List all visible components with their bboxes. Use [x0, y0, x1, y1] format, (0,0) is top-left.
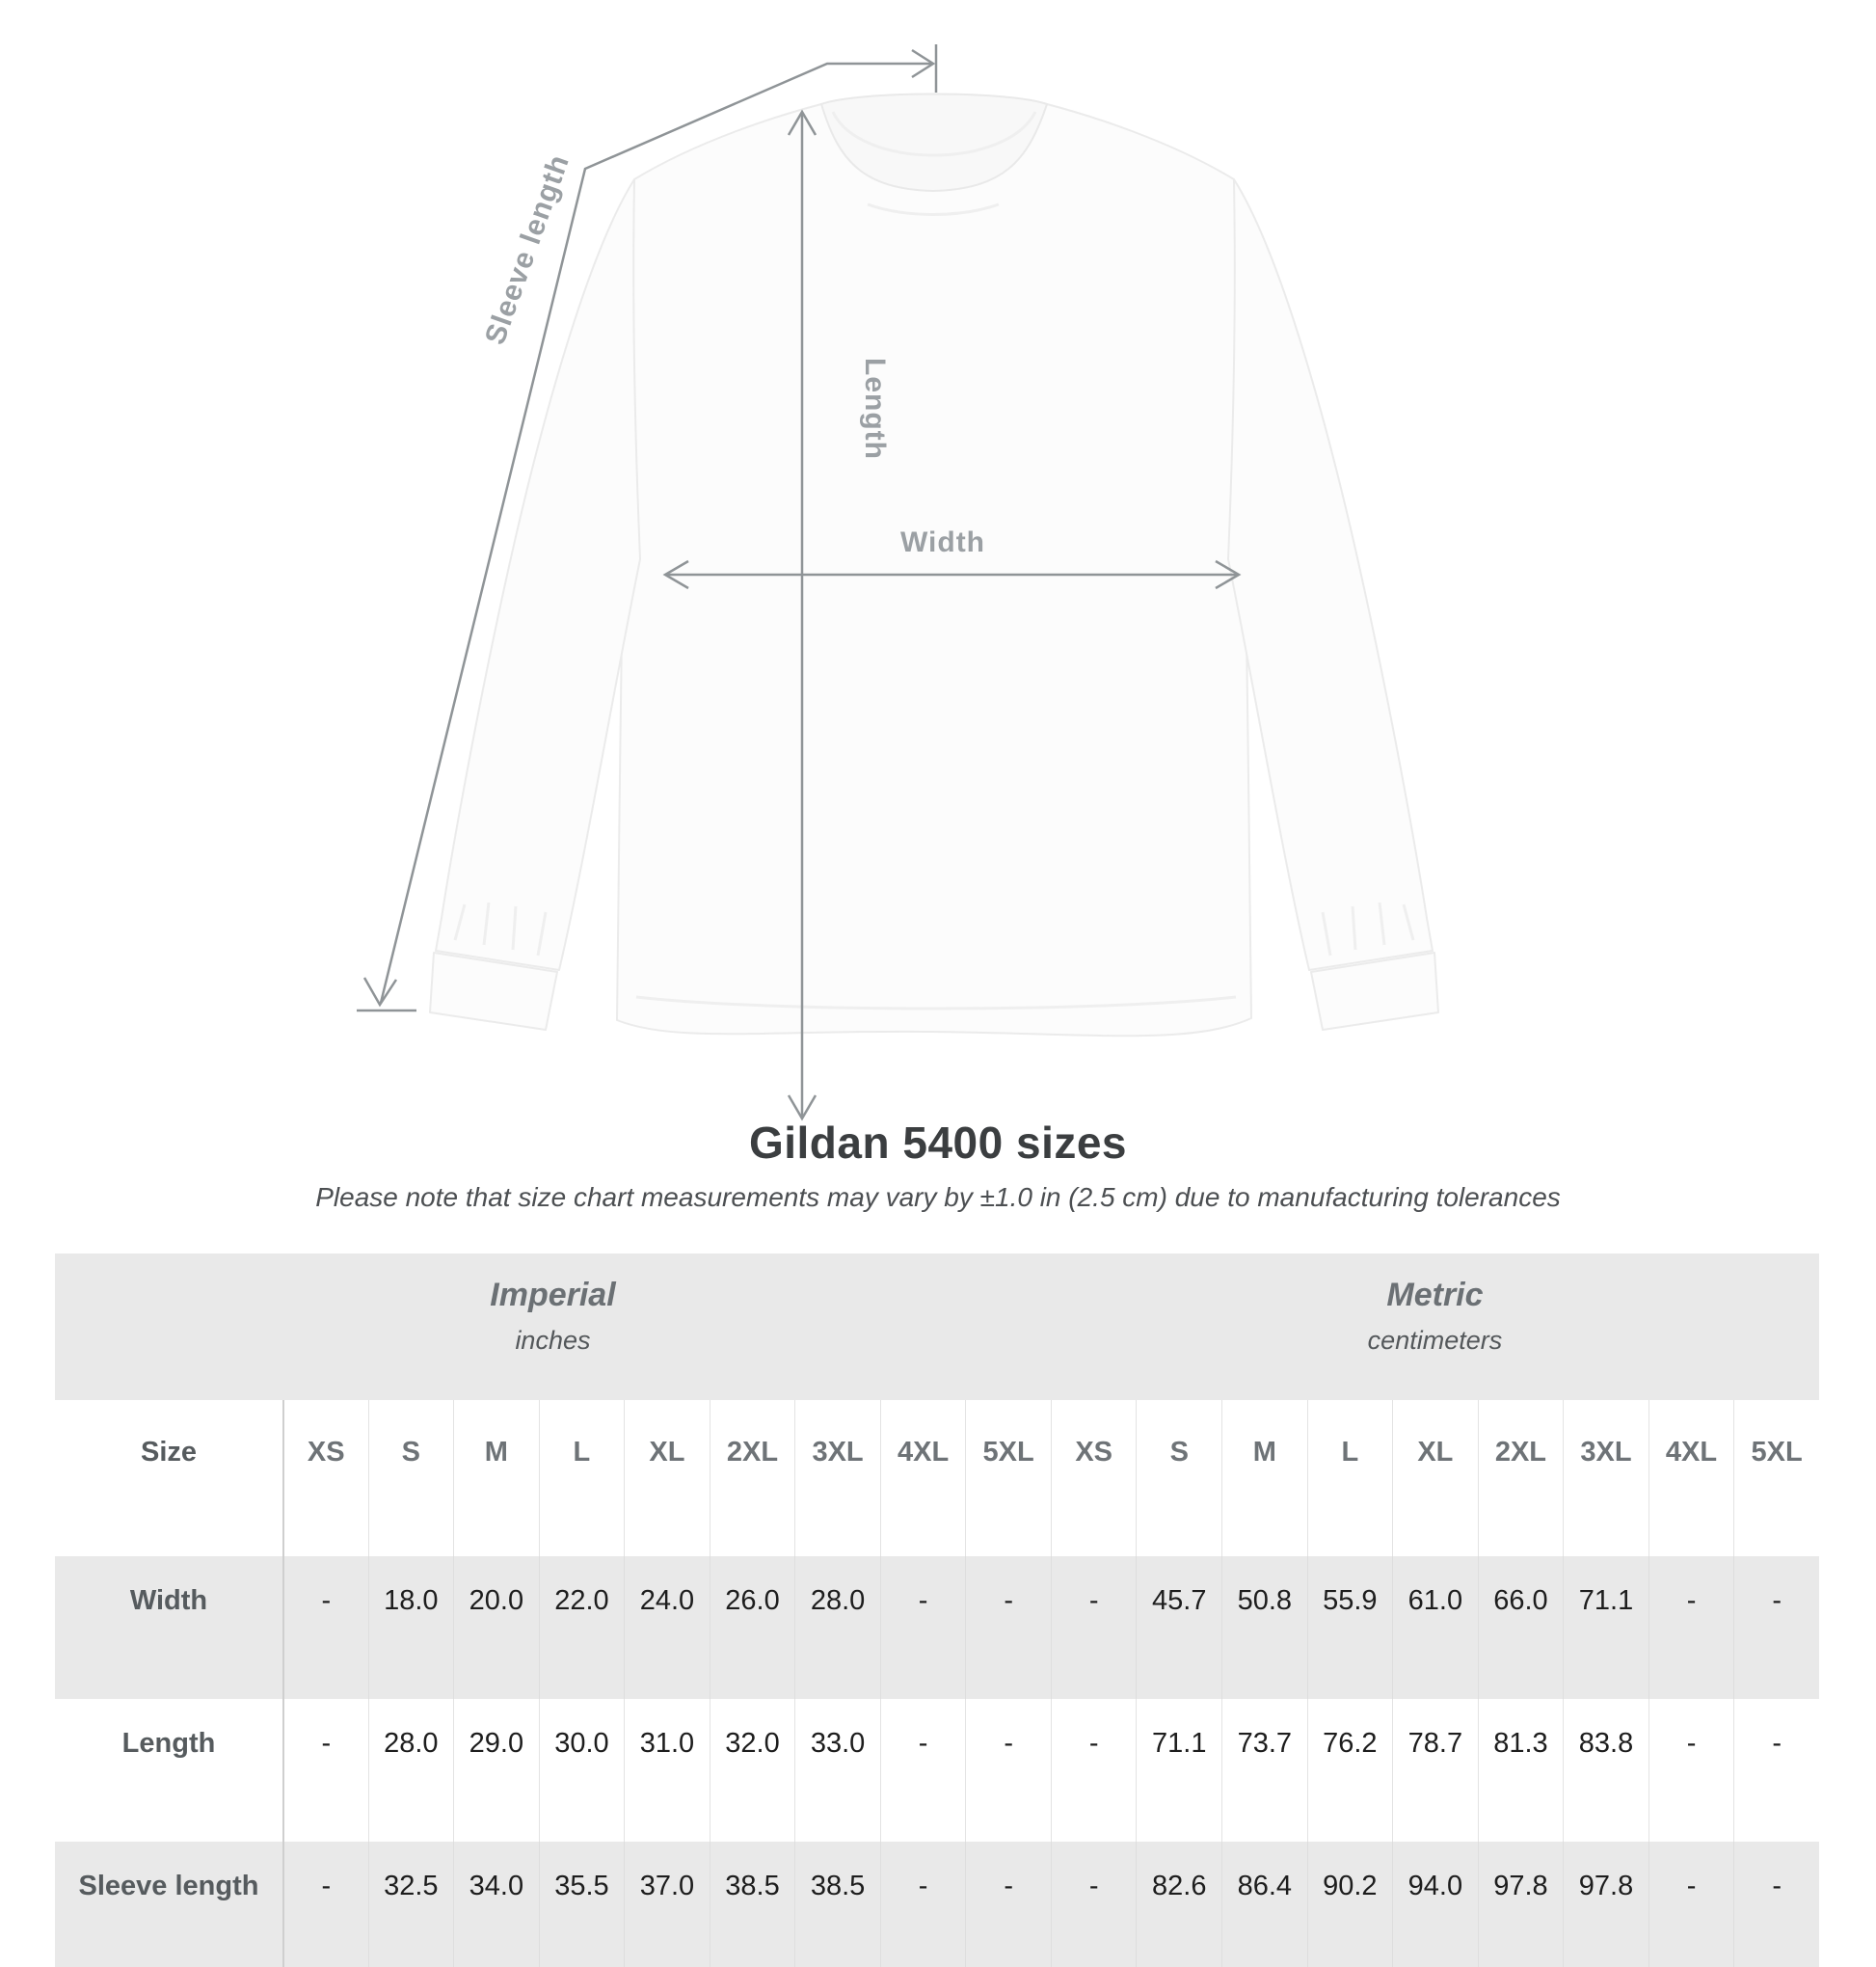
size-column-header: XL [1392, 1400, 1478, 1556]
measurement-value: - [965, 1842, 1051, 1967]
measurement-value: 66.0 [1478, 1556, 1564, 1699]
measurement-value: - [965, 1556, 1051, 1699]
measurement-value: 24.0 [624, 1556, 710, 1699]
measurement-value: 38.5 [794, 1842, 880, 1967]
size-column-header: 4XL [880, 1400, 966, 1556]
size-column-header: 2XL [710, 1400, 795, 1556]
imperial-section-header [55, 1253, 1051, 1400]
measurement-value: - [880, 1699, 966, 1842]
size-column-header: S [368, 1400, 454, 1556]
measurement-value: - [1648, 1842, 1734, 1967]
measurement-value: 22.0 [539, 1556, 625, 1699]
table-row [55, 1699, 1819, 1842]
metric-section-header [1051, 1253, 1819, 1400]
size-header-row [55, 1400, 1819, 1556]
measurement-value: - [880, 1556, 966, 1699]
row-label: Width [55, 1556, 282, 1699]
size-column-header: 4XL [1648, 1400, 1734, 1556]
size-column-header: L [539, 1400, 625, 1556]
measurement-value: 38.5 [710, 1842, 795, 1967]
measurement-value: 26.0 [710, 1556, 795, 1699]
measurement-value: - [1648, 1699, 1734, 1842]
measurement-value: 32.5 [368, 1842, 454, 1967]
page-subtitle: Please note that size chart measurements may vary by ±1.0 in (2.5 cm) due to manufacturing tolerances [315, 1182, 1561, 1212]
measurement-value: 32.0 [710, 1699, 795, 1842]
measurement-value: - [1733, 1556, 1819, 1699]
shirt-body [617, 104, 1251, 1036]
measurement-value: 50.8 [1221, 1556, 1307, 1699]
measurement-value: 30.0 [539, 1699, 625, 1842]
imperial-unit: inches [515, 1326, 591, 1355]
size-chart-table [55, 1253, 1819, 1967]
size-column-header: 5XL [965, 1400, 1051, 1556]
size-column-header: 3XL [794, 1400, 880, 1556]
measurement-value: 45.7 [1136, 1556, 1221, 1699]
size-column-header: XS [282, 1400, 368, 1556]
measurement-value: - [282, 1842, 368, 1967]
size-column-header: XL [624, 1400, 710, 1556]
measurement-value: 76.2 [1307, 1699, 1393, 1842]
shirt-right-sleeve [1228, 179, 1433, 970]
measurement-value: - [965, 1699, 1051, 1842]
table-row [55, 1556, 1819, 1699]
imperial-label: Imperial [490, 1277, 616, 1313]
measurement-value: 20.0 [453, 1556, 539, 1699]
metric-unit: centimeters [1367, 1326, 1503, 1355]
size-column-header: M [453, 1400, 539, 1556]
measurement-value: 90.2 [1307, 1842, 1393, 1967]
measurement-value: - [282, 1699, 368, 1842]
shirt-left-sleeve [436, 179, 640, 970]
table-row [55, 1842, 1819, 1967]
size-column-header: XS [1051, 1400, 1137, 1556]
width-label: Width [899, 526, 986, 558]
measurement-value: 97.8 [1563, 1842, 1648, 1967]
size-table-container [55, 1253, 1819, 1967]
sleeve-length-label: Sleeve length [479, 150, 576, 349]
metric-label: Metric [1386, 1277, 1484, 1313]
measurement-value: - [282, 1556, 368, 1699]
size-header-cell: Size [55, 1400, 282, 1556]
measurement-value: 55.9 [1307, 1556, 1393, 1699]
measurement-value: - [1051, 1699, 1137, 1842]
measurement-value: - [1051, 1556, 1137, 1699]
measurement-value: 97.8 [1478, 1842, 1564, 1967]
measurement-value: 71.1 [1563, 1556, 1648, 1699]
measurement-value: - [880, 1842, 966, 1967]
section-header-row [55, 1253, 1819, 1400]
measurement-value: - [1733, 1699, 1819, 1842]
measurement-value: 28.0 [794, 1556, 880, 1699]
measurement-value: 35.5 [539, 1842, 625, 1967]
measurement-value: 34.0 [453, 1842, 539, 1967]
measurement-value: 81.3 [1478, 1699, 1564, 1842]
size-column-header: 3XL [1563, 1400, 1648, 1556]
measurement-value: 31.0 [624, 1699, 710, 1842]
measurement-value: - [1648, 1556, 1734, 1699]
measurement-value: - [1051, 1842, 1137, 1967]
size-column-header: 5XL [1733, 1400, 1819, 1556]
measurement-value: 73.7 [1221, 1699, 1307, 1842]
measurement-value: 86.4 [1221, 1842, 1307, 1967]
measurement-value: 28.0 [368, 1699, 454, 1842]
row-label: Sleeve length [55, 1842, 282, 1967]
measurement-value: 82.6 [1136, 1842, 1221, 1967]
measurement-value: 78.7 [1392, 1699, 1478, 1842]
size-column-header: 2XL [1478, 1400, 1564, 1556]
measurement-value: 61.0 [1392, 1556, 1478, 1699]
measurement-value: 37.0 [624, 1842, 710, 1967]
size-column-header: L [1307, 1400, 1393, 1556]
measurement-value: 29.0 [453, 1699, 539, 1842]
row-label: Length [55, 1699, 282, 1842]
length-label: Length [859, 358, 891, 460]
measurement-value: 94.0 [1392, 1842, 1478, 1967]
measurement-value: 18.0 [368, 1556, 454, 1699]
measurement-value: 71.1 [1136, 1699, 1221, 1842]
measurement-value: 83.8 [1563, 1699, 1648, 1842]
page-title: Gildan 5400 sizes [748, 1118, 1128, 1168]
size-column-header: S [1136, 1400, 1221, 1556]
size-column-header: M [1221, 1400, 1307, 1556]
measurement-value: 33.0 [794, 1699, 880, 1842]
measurement-value: - [1733, 1842, 1819, 1967]
